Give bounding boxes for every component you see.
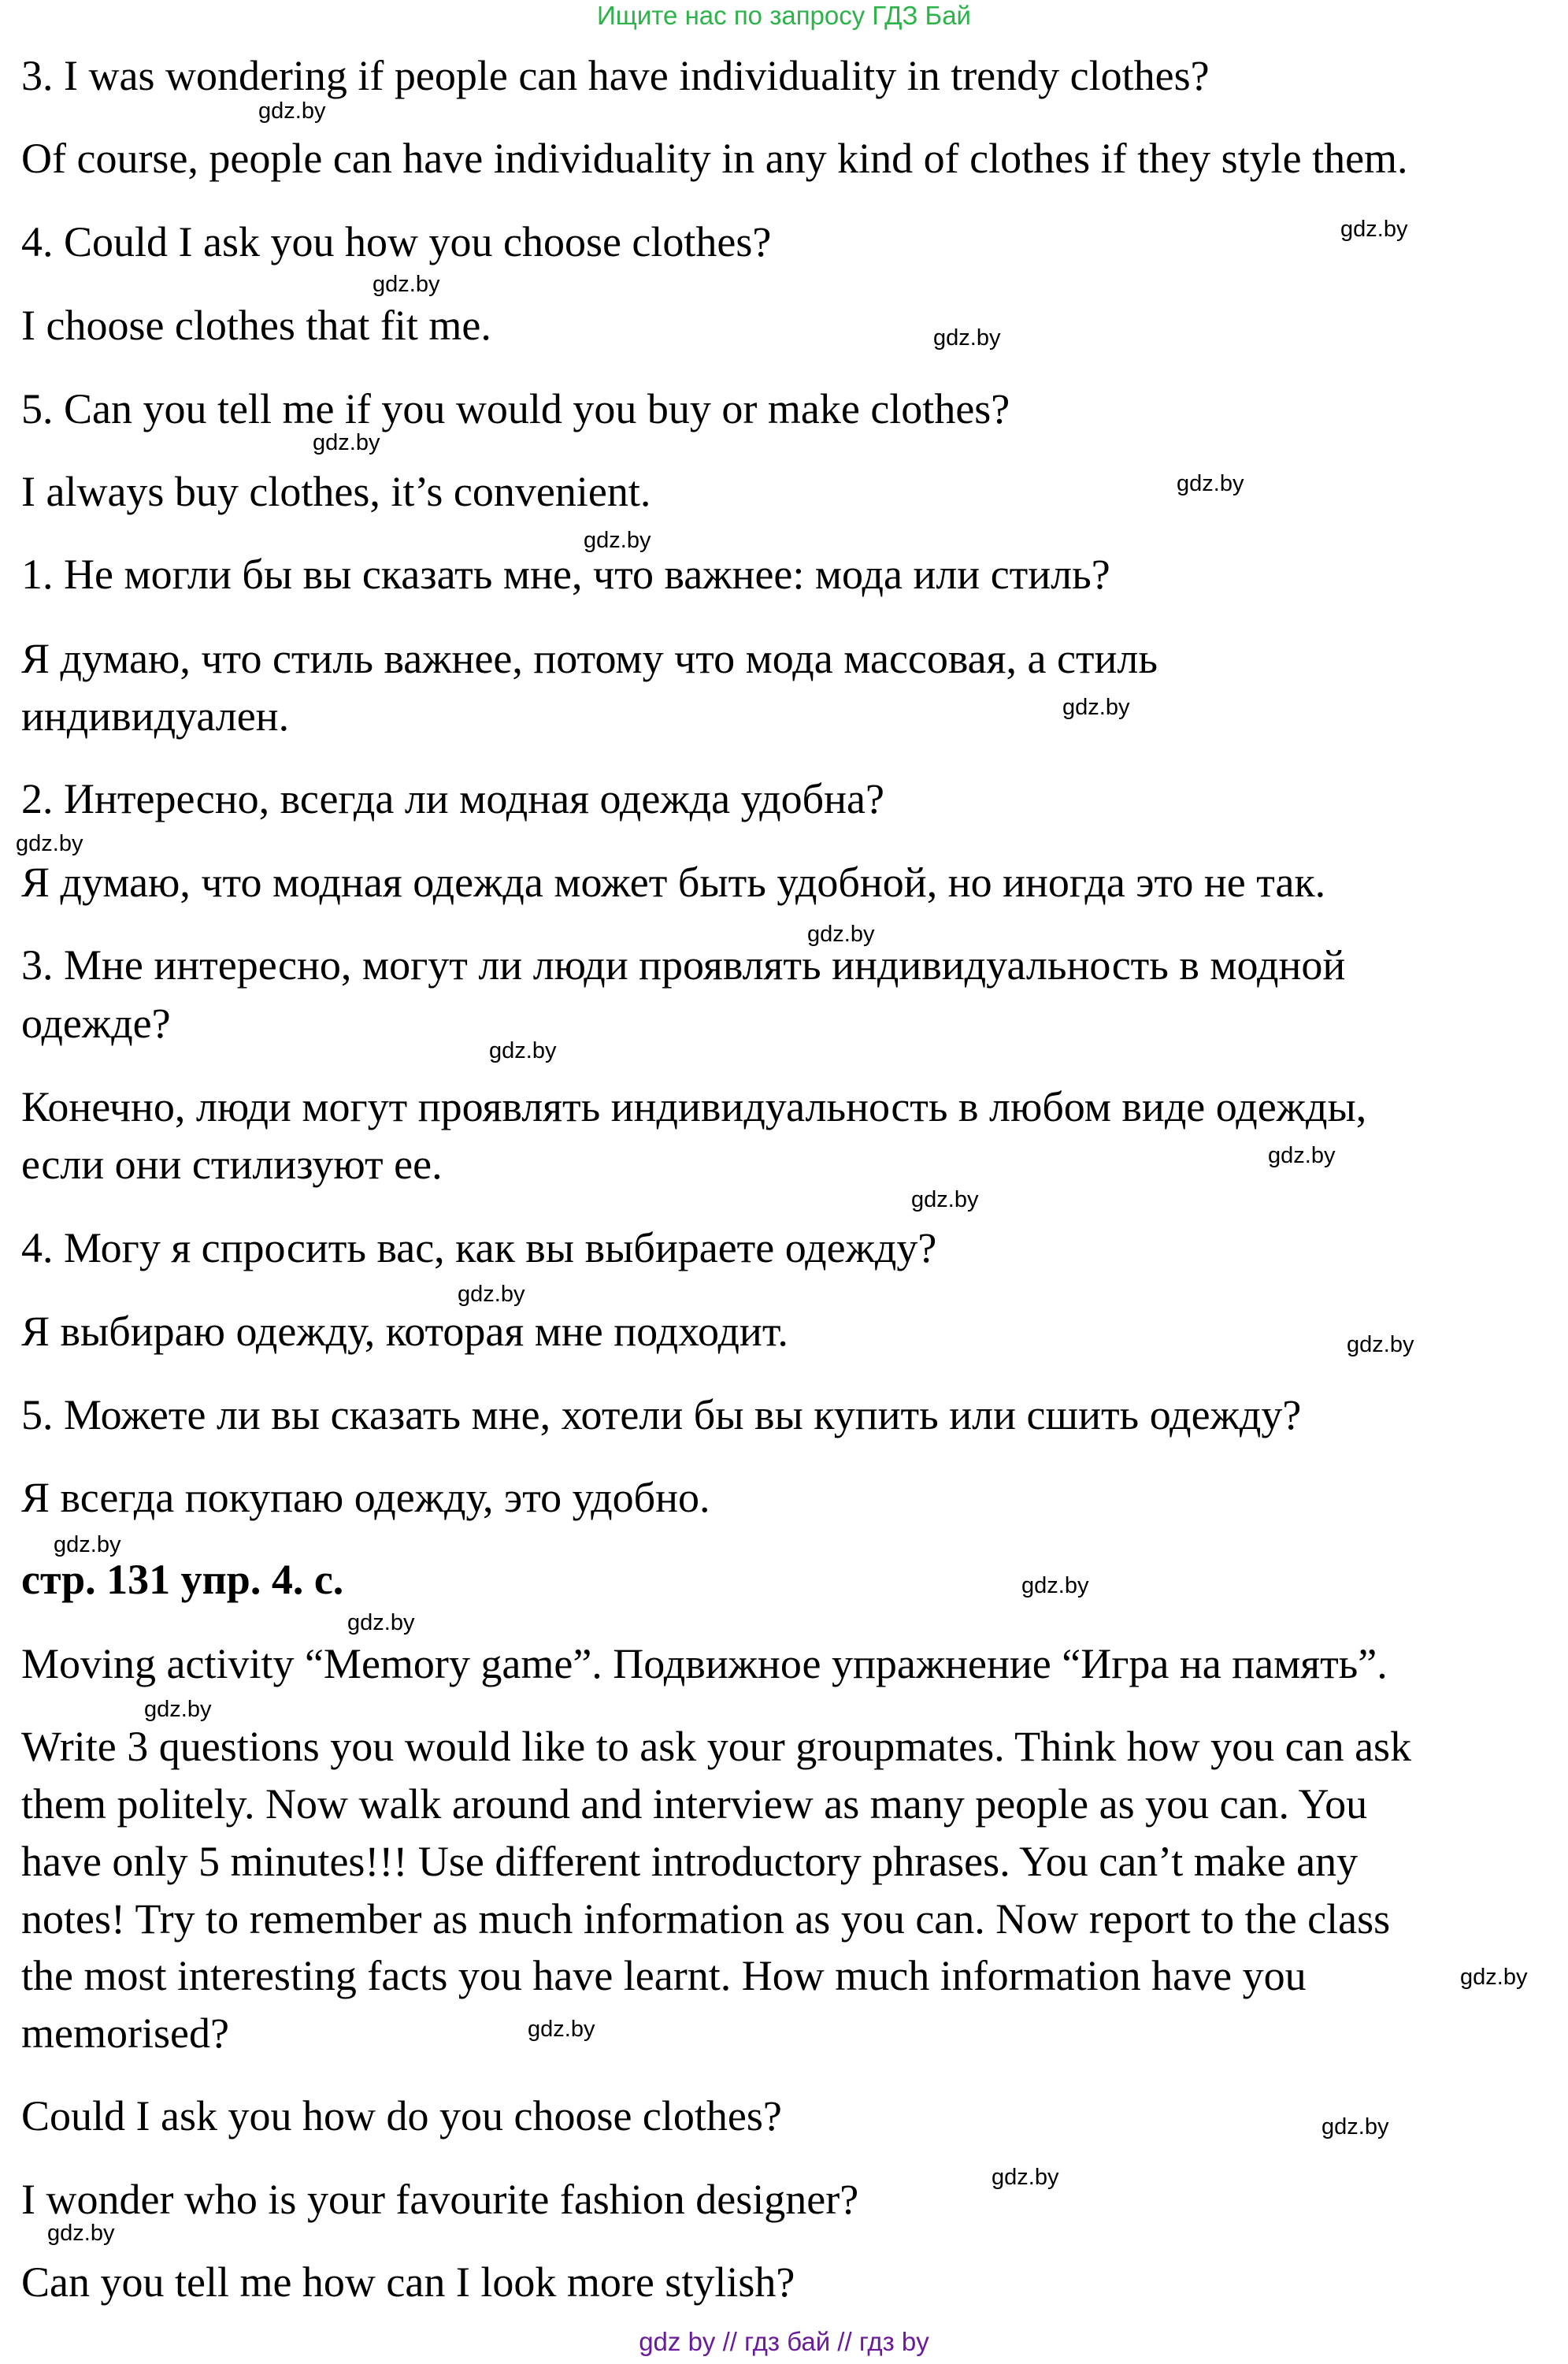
answer-line: Я думаю, что модная одежда может быть удобной, но иногда это не так. [21,859,1326,906]
answer-line: Of course, people can have individuality in any kind of clothes if they style them. [21,135,1408,182]
answer-line: Could I ask you how do you choose clothes? [21,2092,782,2139]
watermark: gdz.by [807,922,875,947]
watermark: gdz.by [1321,2114,1389,2139]
watermark: gdz.by [1177,471,1244,496]
watermark: gdz.by [1347,1332,1414,1357]
watermark: gdz.by [992,2165,1059,2190]
answer-line: Я всегда покупаю одежду, это удобно. [21,1474,710,1521]
answer-line: the most interesting facts you have learnt. How much information have you [21,1952,1307,1999]
section-heading: стр. 131 упр. 4. с. [21,1556,344,1603]
answer-line: одежде? [21,1000,171,1047]
answer-line: 4. Could I ask you how you choose clothes? [21,218,772,265]
answer-line: have only 5 minutes!!! Use different introductory phrases. You can’t make any [21,1838,1359,1885]
answer-line: 2. Интересно, всегда ли модная одежда удобна? [21,775,884,822]
answer-line: them politely. Now walk around and interview as many people as you can. You [21,1780,1368,1828]
watermark: gdz.by [258,98,326,124]
answer-line: 1. Не могли бы вы сказать мне, что важнее: мода или стиль? [21,551,1110,598]
watermark: gdz.by [47,2221,115,2246]
answer-line: notes! Try to remember as much information as you can. Now report to the class [21,1895,1391,1943]
answer-line: Write 3 questions you would like to ask your groupmates. Think how you can ask [21,1723,1412,1770]
answer-line: Moving activity “Memory game”. Подвижное упражнение “Игра на память”. [21,1640,1388,1687]
answer-line: Can you tell me how can I look more stylish? [21,2258,795,2306]
watermark: gdz.by [584,528,651,553]
watermark: gdz.by [1340,217,1408,242]
answer-line: I wonder who is your favourite fashion designer? [21,2176,859,2223]
answer-line: Конечно, люди могут проявлять индивидуальность в любом виде одежды, [21,1083,1367,1130]
watermark: gdz.by [933,325,1001,351]
answer-line: 5. Can you tell me if you would you buy or make clothes? [21,385,1010,432]
answer-line: I choose clothes that fit me. [21,302,491,349]
watermark: gdz.by [1268,1143,1336,1168]
answer-line: Я думаю, что стиль важнее, потому что мода массовая, а стиль [21,635,1158,682]
watermark: gdz.by [458,1282,525,1307]
watermark: gdz.by [54,1532,121,1557]
answer-line: 4. Могу я спросить вас, как вы выбираете одежду? [21,1224,937,1271]
watermark: gdz.by [911,1187,979,1212]
watermark: gdz.by [489,1038,557,1063]
watermark: gdz.by [1021,1573,1089,1598]
answer-line: 3. Мне интересно, могут ли люди проявлять индивидуальность в модной [21,941,1346,989]
answer-line: I always buy clothes, it’s convenient. [21,468,651,515]
watermark: gdz.by [1460,1965,1528,1990]
answer-line: memorised? [21,2010,229,2057]
watermark: gdz.by [16,831,83,856]
watermark: gdz.by [1062,695,1130,720]
watermark: gdz.by [528,2017,595,2042]
site-footer: gdz by // гдз бай // гдз by [639,2327,929,2356]
watermark: gdz.by [347,1610,415,1635]
answer-line: Я выбираю одежду, которая мне подходит. [21,1308,788,1355]
watermark: gdz.by [373,272,440,297]
answer-line: если они стилизуют ее. [21,1141,443,1188]
answer-line: 5. Можете ли вы сказать мне, хотели бы вы купить или сшить одежду? [21,1391,1302,1438]
answer-line: индивидуален. [21,692,290,740]
watermark: gdz.by [144,1697,212,1722]
watermark: gdz.by [313,430,380,455]
answer-line: 3. I was wondering if people can have individuality in trendy clothes? [21,52,1210,99]
search-hint-banner: Ищите нас по запросу ГДЗ Бай [597,1,971,30]
